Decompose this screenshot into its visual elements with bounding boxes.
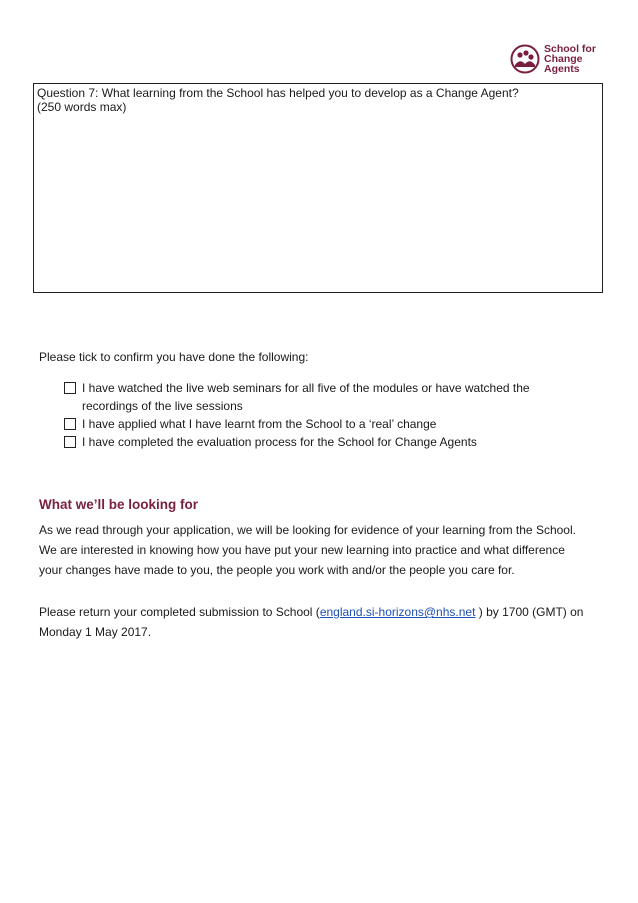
logo-text <box>544 44 596 74</box>
checkbox-icon[interactable] <box>64 382 76 394</box>
section-heading: What we’ll be looking for <box>39 497 199 512</box>
email-link[interactable]: england.si-horizons@nhs.net <box>319 605 476 619</box>
checklist-item <box>64 415 584 433</box>
question-word-limit: (250 words max) <box>37 100 127 114</box>
checkbox-icon[interactable] <box>64 436 76 448</box>
confirm-instruction: Please tick to confirm you have done the following: <box>39 350 309 364</box>
checklist-item <box>64 379 584 415</box>
confirmation-checklist <box>64 379 584 451</box>
section-body: As we read through your application, we will be looking for evidence of your learning from the School. We are interested in knowing how you have put your new learning into practice and what difference your changes have made to you, the people you work with and/or the people you care for. <box>39 523 576 577</box>
checklist-item <box>64 433 584 451</box>
checklist-item-label: I have watched the live web seminars for all five of the modules or have watched the recordings of the live sessions <box>82 381 530 413</box>
logo-people-icon <box>510 44 540 74</box>
question-title: Question 7: What learning from the School has helped you to develop as a Change Agent? <box>37 86 519 100</box>
question-7-answer-box[interactable] <box>33 83 603 293</box>
school-logo <box>510 40 620 78</box>
return-text-after: ) by 1700 (GMT) on Monday 1 May 2017. <box>39 605 584 639</box>
logo-line-3: Agents <box>544 63 580 75</box>
checkbox-icon[interactable] <box>64 418 76 430</box>
checklist-item-label: I have applied what I have learnt from the School to a ‘real’ change <box>82 417 437 431</box>
return-text-before: Please return your completed submission to School ( <box>39 605 320 619</box>
logo-line-1: School for <box>544 43 596 55</box>
logo-line-2: Change <box>544 53 583 65</box>
return-instructions <box>39 602 591 642</box>
checklist-item-label: I have completed the evaluation process for the School for Change Agents <box>82 435 477 449</box>
